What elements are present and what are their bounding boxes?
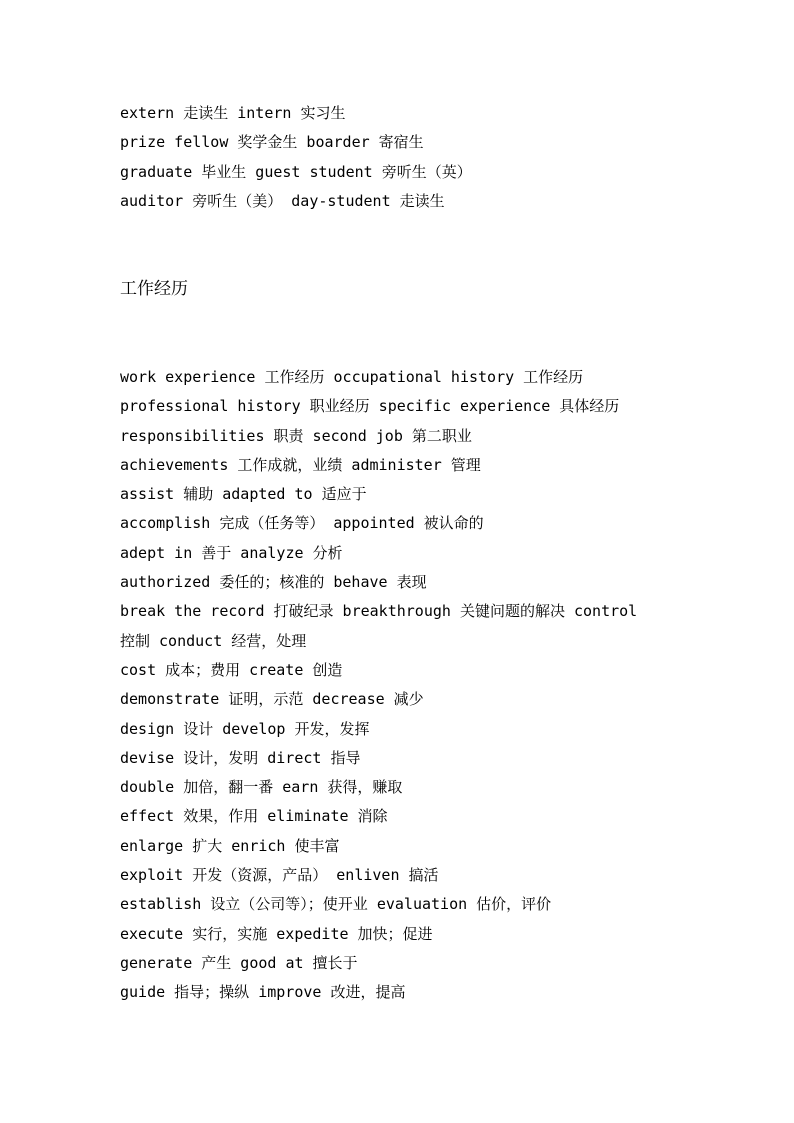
section-heading: 工作经历 [120,279,188,299]
text-line: graduate 毕业生 guest student 旁听生（英） [120,162,472,181]
text-line: guide 指导；操纵 improve 改进，提高 [120,983,406,1002]
text-line: double 加倍，翻一番 earn 获得，赚取 [120,778,403,797]
text-line: cost 成本；费用 create 创造 [120,660,343,679]
text-line: exploit 开发（资源，产品） enliven 搞活 [120,866,439,885]
text-line: design 设计 develop 开发，发挥 [120,719,370,738]
text-line: demonstrate 证明，示范 decrease 减少 [120,690,424,709]
text-line: auditor 旁听生（美） day-student 走读生 [120,191,445,210]
text-line: work experience 工作经历 occupational history 工作经历 [120,368,584,386]
text-line: professional history 职业经历 specific experience 具体经历 [120,397,620,416]
text-line: 控制 conduct 经营，处理 [120,631,307,650]
text-line: establish 设立（公司等）；使开业 evaluation 估价，评价 [120,895,552,914]
text-line: effect 效果，作用 eliminate 消除 [120,807,388,826]
text-line: enlarge 扩大 enrich 使丰富 [120,836,340,855]
text-line: authorized 委任的；核准的 behave 表现 [120,573,427,592]
text-line: achievements 工作成就，业绩 administer 管理 [120,455,481,474]
text-line: responsibilities 职责 second job 第二职业 [120,426,472,445]
work-experience-vocab-list [120,363,780,1008]
text-line: devise 设计，发明 direct 指导 [120,748,361,767]
student-terms-list [120,99,780,216]
text-line: extern 走读生 intern 实习生 [120,104,346,122]
text-line: adept in 善于 analyze 分析 [120,543,343,562]
text-line: generate 产生 good at 擅长于 [120,953,358,972]
text-line: assist 辅助 adapted to 适应于 [120,485,367,504]
text-line: prize fellow 奖学金生 boarder 寄宿生 [120,133,424,152]
text-line: break the record 打破纪录 breakthrough 关键问题的解决 control [120,602,638,621]
text-line: accomplish 完成（任务等） appointed 被认命的 [120,514,484,533]
text-line: execute 实行，实施 expedite 加快；促进 [120,924,433,943]
